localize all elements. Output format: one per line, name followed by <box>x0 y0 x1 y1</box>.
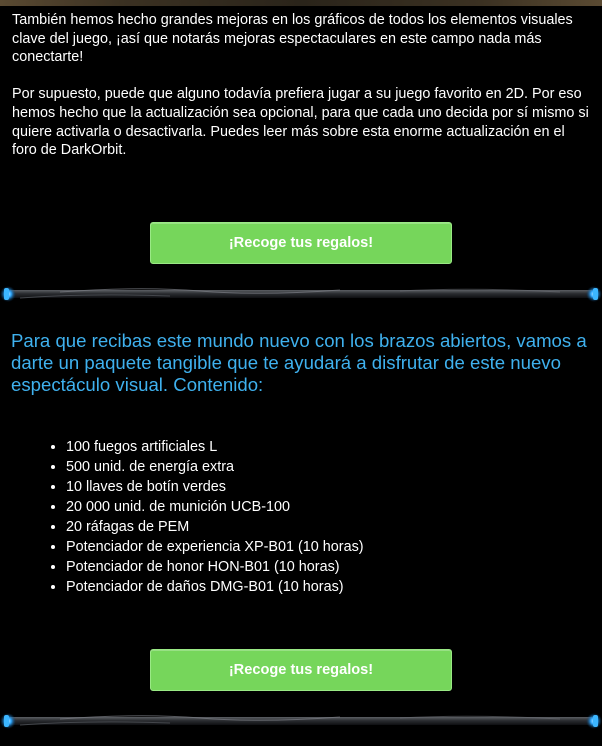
list-item: • 100 fuegos artificiales L <box>66 437 591 457</box>
collect-gifts-button-top[interactable]: ¡Recoge tus regalos! <box>150 222 452 264</box>
list-item: • 10 llaves de botín verdes <box>66 477 591 497</box>
metal-bar-divider-icon <box>0 284 602 304</box>
metal-bar-divider-bottom-icon <box>0 711 602 731</box>
list-item: • 20 000 unid. de munición UCB-100 <box>66 497 591 517</box>
list-item: • 20 ráfagas de PEM <box>66 517 591 537</box>
collect-button-wrapper-bottom <box>0 649 602 691</box>
package-contents-list <box>11 437 591 597</box>
intro-section <box>0 6 602 160</box>
collect-button-wrapper-top <box>0 222 602 264</box>
list-item: • Potenciador de daños DMG-B01 (10 horas) <box>66 577 591 597</box>
intro-paragraph-optional: Por supuesto, puede que alguno todavía prefiera jugar a su juego favorito en 2D. Por eso hemos hecho que la actualización sea opcional, para que cada uno decida por sí mismo si quiere activarla o desactivarla. Puedes leer más sobre esta enorme actualización en el foro de DarkOrbit. <box>12 86 589 159</box>
list-item: • Potenciador de honor HON-B01 (10 horas) <box>66 557 591 577</box>
package-section <box>0 330 602 396</box>
intro-paragraph-graphics: También hemos hecho grandes mejoras en los gráficos de todos los elementos visuales clave del juego, ¡así que notarás mejoras espectaculares en este campo nada más conectarte! <box>12 12 573 66</box>
list-item: • Potenciador de experiencia XP-B01 (10 horas) <box>66 537 591 557</box>
package-heading: Para que recibas este mundo nuevo con los brazos abiertos, vamos a darte un paquete tangible que te ayudará a disfrutar de este nuevo espectáculo visual. Contenido: <box>11 330 587 395</box>
package-list-section <box>0 437 602 597</box>
collect-gifts-button-bottom[interactable]: ¡Recoge tus regalos! <box>150 649 452 691</box>
list-item: • 500 unid. de energía extra <box>66 457 591 477</box>
